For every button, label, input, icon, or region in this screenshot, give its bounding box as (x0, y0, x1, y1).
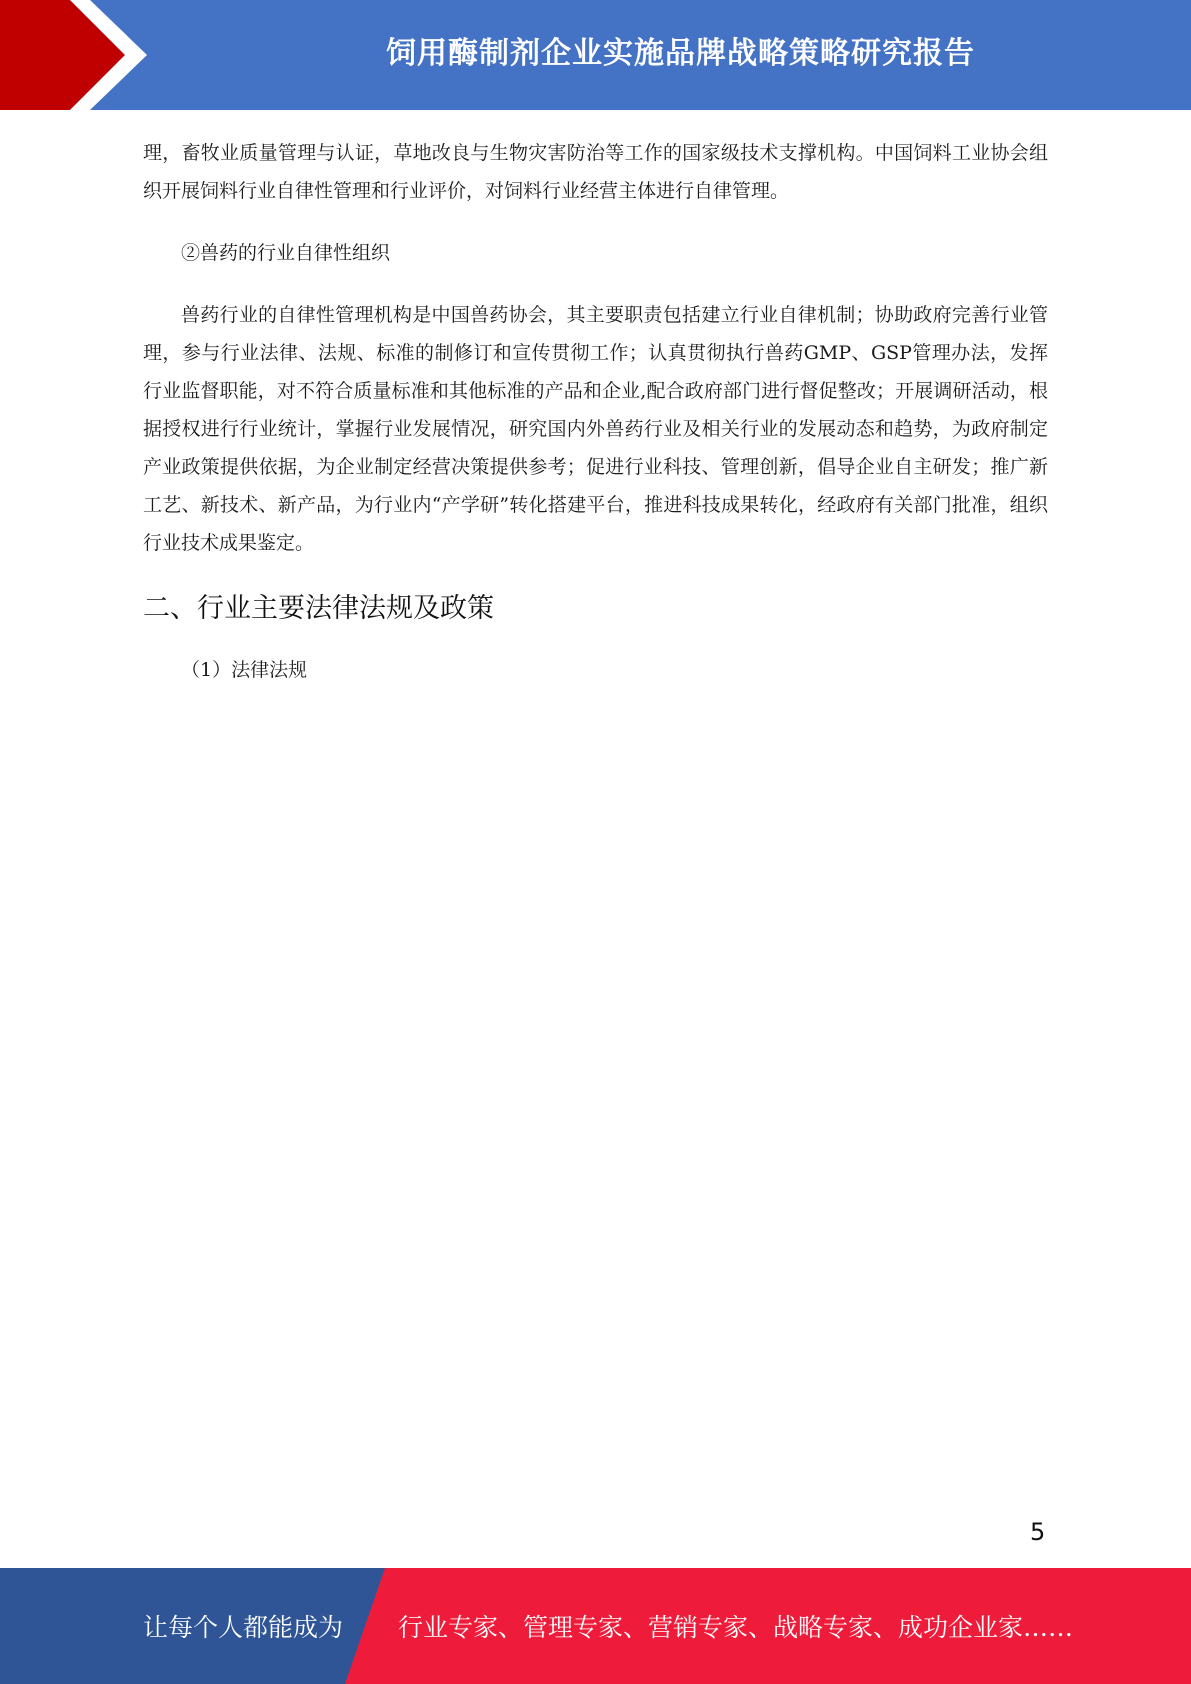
subsection-title-laws: （1）法律法规 (181, 659, 308, 681)
footer-slogan-left: 让每个人都能成为 (143, 1613, 344, 1642)
body-paragraph-vet-association: 兽药行业的自律性管理机构是中国兽药协会，其主要职责包括建立行业自律机制；协助政府完善行业管理，参与行业法律、法规、标准的制修订和宣传贯彻工作；认真贯彻执行兽药GMP、GSP管理办法，发挥行业监督职能，对不符合质量标准和其他标准的产品和企业,配合政府部门进行督促整改；开展调研活动，根据授权进行行业统计，掌握行业发展情况，研究国内外兽药行业及相关行业的发展动态和趋势，为政府制定产业政策提供依据，为企业制定经营决策提供参考；促进行业科技、管理创新，倡导企业自主研发；推广新工艺、新技术、新产品，为行业内“产学研”转化搭建平台，推进科技成果转化，经政府有关部门批准，组织行业技术成果鉴定。 (143, 304, 1048, 554)
report-title: 饲用酶制剂企业实施品牌战略策略研究报告 (386, 36, 975, 71)
header-banner (0, 0, 1191, 110)
header-chevron-decoration (0, 0, 160, 110)
section-heading: 二、行业主要法律法规及政策 (143, 593, 494, 624)
footer-slogan-right: 行业专家、管理专家、营销专家、战略专家、成功企业家…… (398, 1613, 1074, 1642)
document-body (143, 134, 1048, 713)
footer-banner (0, 1568, 1191, 1684)
page-number: 5 (1030, 1518, 1046, 1546)
body-paragraph-continued: 理，畜牧业质量管理与认证，草地改良与生物灾害防治等工作的国家级技术支撑机构。中国饲料工业协会组织开展饲料行业自律性管理和行业评价，对饲料行业经营主体进行自律管理。 (143, 142, 1048, 202)
subsection-title-vet-org: ②兽药的行业自律性组织 (181, 242, 391, 264)
